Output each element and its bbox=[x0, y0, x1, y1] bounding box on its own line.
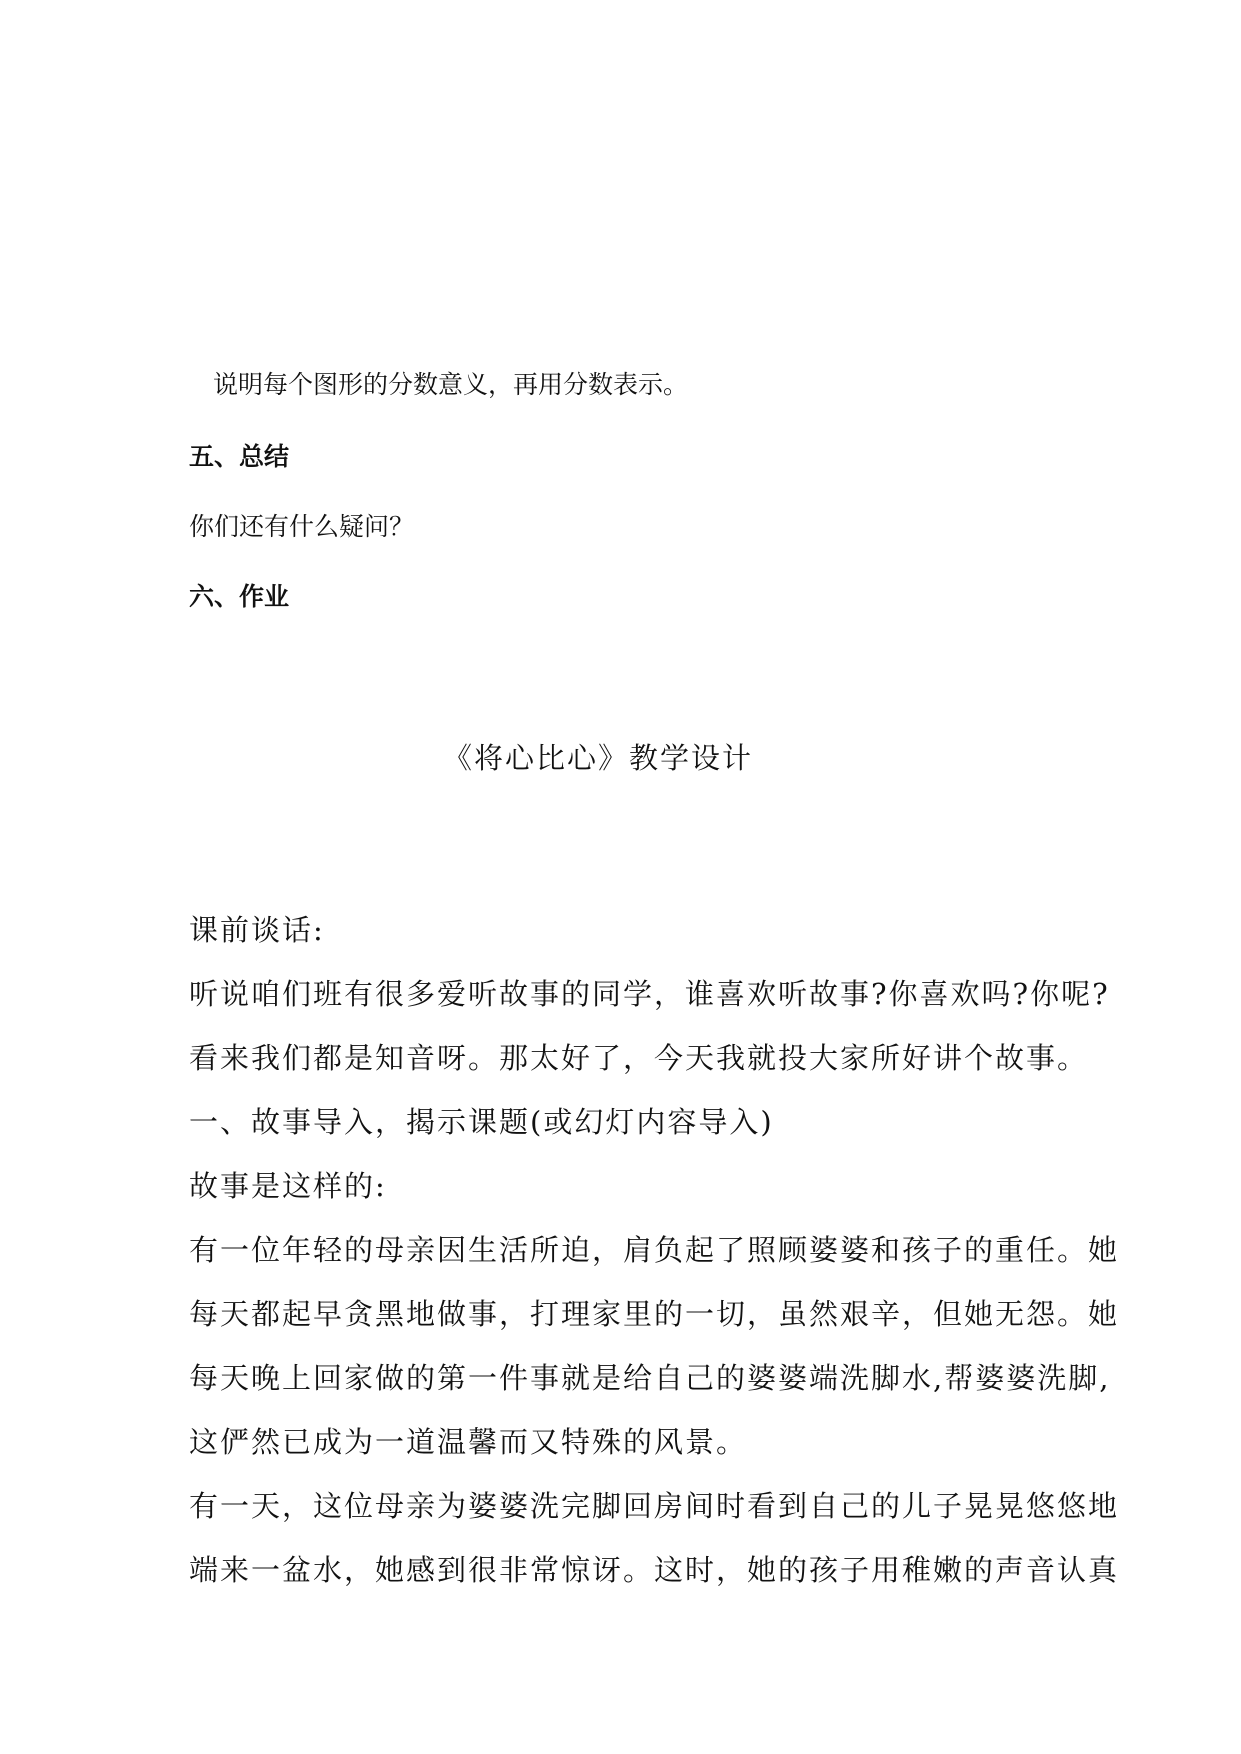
lesson-title: 《将心比心》教学设计 bbox=[443, 741, 754, 775]
instruction-text: 说明每个图形的分数意义，再用分数表示。 bbox=[213, 370, 689, 399]
paragraph-line: 看来我们都是知音呀。那太好了，今天我就投大家所好讲个故事。 bbox=[189, 1041, 1089, 1075]
paragraph-line: 每天都起早贪黑地做事，打理家里的一切，虽然艰辛，但她无怨。她 bbox=[189, 1297, 1120, 1331]
paragraph-line: 有一天，这位母亲为婆婆洗完脚回房间时看到自己的儿子晃晃悠悠地 bbox=[189, 1489, 1120, 1523]
paragraph-line: 课前谈话: bbox=[189, 913, 325, 947]
paragraph-line: 故事是这样的: bbox=[189, 1169, 387, 1203]
paragraph-line: 有一位年轻的母亲因生活所迫，肩负起了照顾婆婆和孩子的重任。她 bbox=[189, 1233, 1120, 1267]
paragraph-line: 每天晚上回家做的第一件事就是给自己的婆婆端洗脚水,帮婆婆洗脚, bbox=[189, 1361, 1111, 1395]
question-text: 你们还有什么疑问？ bbox=[189, 512, 415, 541]
heading-homework: 六、作业 bbox=[189, 582, 290, 611]
paragraph-line: 端来一盆水，她感到很非常惊讶。这时，她的孩子用稚嫩的声音认真 bbox=[189, 1553, 1120, 1587]
heading-summary: 五、总结 bbox=[189, 442, 290, 471]
paragraph-line: 听说咱们班有很多爱听故事的同学，谁喜欢听故事?你喜欢吗?你呢? bbox=[189, 977, 1110, 1011]
paragraph-line: 这俨然已成为一道温馨而又特殊的风景。 bbox=[189, 1425, 748, 1459]
paragraph-line: 一、故事导入，揭示课题(或幻灯内容导入) bbox=[189, 1105, 774, 1139]
